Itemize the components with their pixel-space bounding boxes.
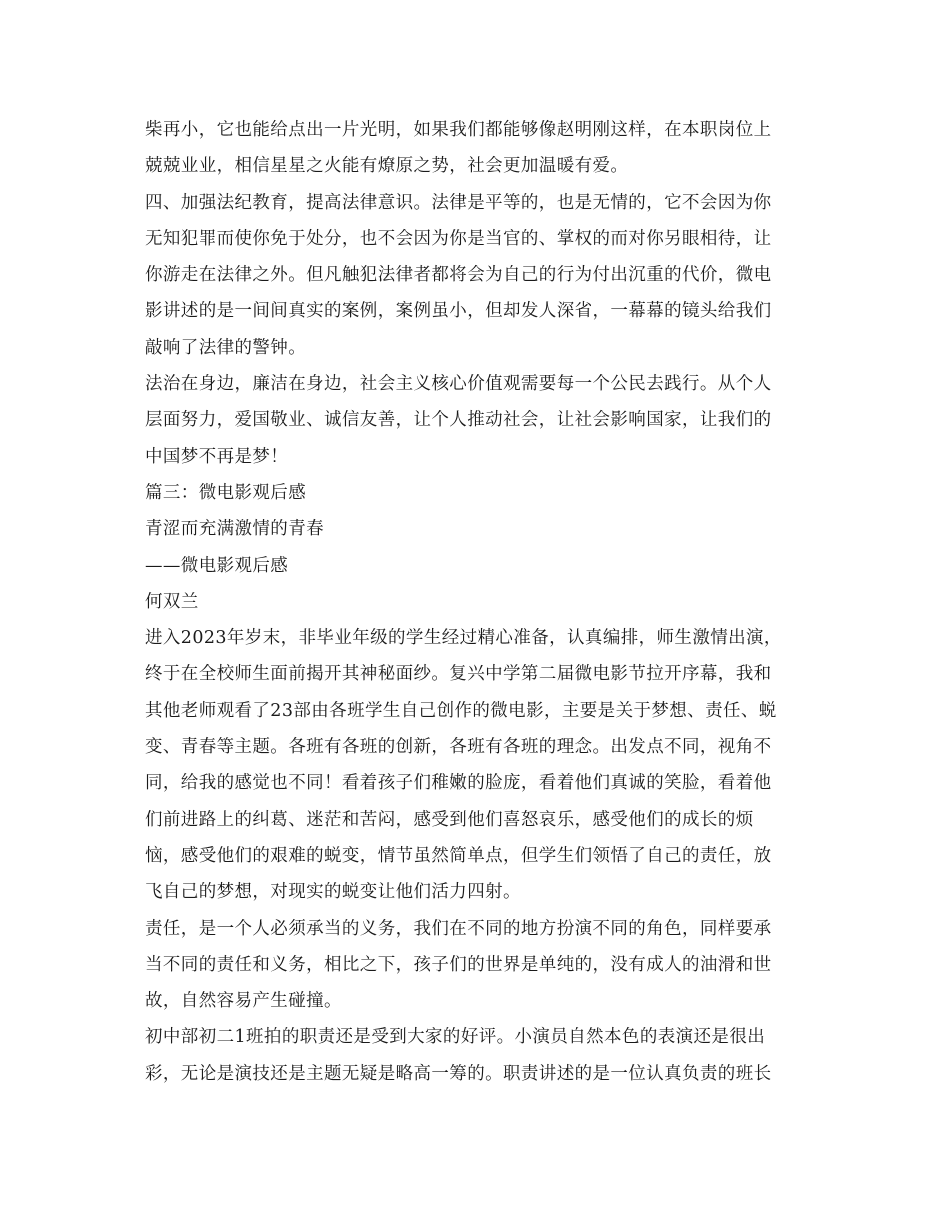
text-line: 同，给我的感觉也不同！看着孩子们稚嫩的脸庞，看着他们真诚的笑脸，看着他 xyxy=(145,773,772,794)
text-line: 你游走在法律之外。但凡触犯法律者都将会为自己的行为付出沉重的代价，微电 xyxy=(145,265,772,286)
text-line: 层面努力，爱国敬业、诚信友善，让个人推动社会，让社会影响国家，让我们的 xyxy=(145,410,772,431)
text-line: 四、加强法纪教育，提高法律意识。法律是平等的，也是无情的，它不会因为你 xyxy=(145,192,772,213)
text-line: 变、青春等主题。各班有各班的创新，各班有各班的理念。出发点不同，视角不 xyxy=(145,737,772,758)
text-line: 故，自然容易产生碰撞。 xyxy=(145,991,342,1012)
text-line: 初中部初二1班拍的职责还是受到大家的好评。小演员自然本色的表演还是很出 xyxy=(145,1027,766,1048)
article-subtitle: ——微电影观后感 xyxy=(145,555,289,576)
author-name: 何双兰 xyxy=(145,591,199,612)
text-line: 当不同的责任和义务，相比之下，孩子们的世界是单纯的，没有成人的油滑和世 xyxy=(145,954,772,975)
text-line: 影讲述的是一间间真实的案例，案例虽小，但却发人深省，一幕幕的镜头给我们 xyxy=(145,301,772,322)
text-line: 终于在全校师生面前揭开其神秘面纱。复兴中学第二届微电影节拉开序幕，我和 xyxy=(145,664,772,685)
text-line: 其他老师观看了23部由各班学生自己创作的微电影，主要是关于梦想、责任、蜕 xyxy=(145,700,777,721)
text-line: 柴再小，它也能给点出一片光明，如果我们都能够像赵明刚这样，在本职岗位上 xyxy=(145,120,772,140)
document-body xyxy=(145,112,805,1092)
text-line: 们前进路上的纠葛、迷茫和苦闷，感受到他们喜怒哀乐，感受他们的成长的烦 xyxy=(145,809,754,830)
text-line: 恼，感受他们的艰难的蜕变，情节虽然简单点，但学生们领悟了自己的责任，放 xyxy=(145,845,772,866)
text-line: 中国梦不再是梦！ xyxy=(145,446,289,467)
text-line: 兢兢业业，相信星星之火能有燎原之势，社会更加温暖有爱。 xyxy=(145,156,629,177)
section-heading: 篇三：微电影观后感 xyxy=(145,482,307,503)
text-line: 进入2023年岁末，非毕业年级的学生经过精心准备，认真编排，师生激情出演， xyxy=(145,628,782,649)
text-line: 责任，是一个人必须承当的义务，我们在不同的地方扮演不同的角色，同样要承 xyxy=(145,918,772,939)
text-line: 飞自己的梦想，对现实的蜕变让他们活力四射。 xyxy=(145,882,521,903)
article-title: 青涩而充满激情的青春 xyxy=(145,519,324,540)
text-line: 无知犯罪而使你免于处分，也不会因为你是当官的、掌权的而对你另眼相待，让 xyxy=(145,228,772,249)
text-line: 敲响了法律的警钟。 xyxy=(145,337,307,358)
text-line: 法治在身边，廉洁在身边，社会主义核心价值观需要每一个公民去践行。从个人 xyxy=(145,374,772,395)
text-line: 彩，无论是演技还是主题无疑是略高一筹的。职责讲述的是一位认真负责的班长 xyxy=(145,1063,772,1084)
